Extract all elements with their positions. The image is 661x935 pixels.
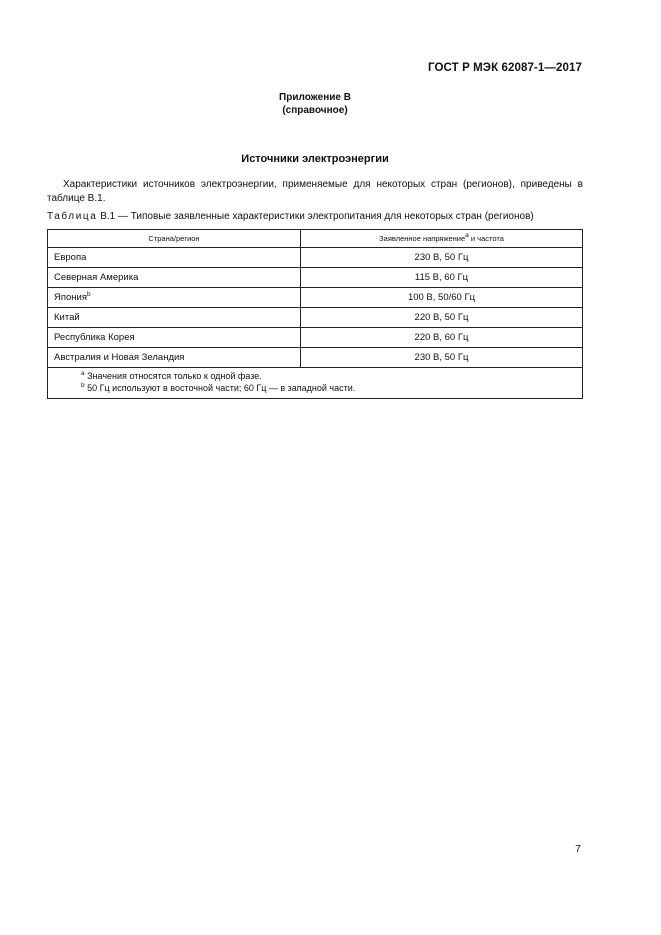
country-cell [48,328,301,348]
country-cell [48,248,301,268]
country-name: Северная Америка [54,272,139,283]
country-cell [48,268,301,288]
value-cell: 230 В, 50 Гц [301,248,583,268]
intro-paragraph: Характеристики источников электроэнергии, применяемые для некоторых стран (регионов), приведены в таблице В.1. [47,179,583,204]
country-name: Япония [54,292,87,303]
section-title: Источники электроэнергии [241,153,389,165]
table-row [48,288,583,308]
table-notes [48,368,583,399]
table-note [81,370,574,382]
table-row [48,248,583,268]
country-name: Республика Корея [54,332,135,343]
power-supply-table [47,229,583,399]
header-voltage-footnote-marker: а [465,232,469,239]
header-voltage-tail: и частота [468,234,504,243]
table-caption-prefix: Таблица [47,211,98,222]
table-caption-text: В.1 — Типовые заявленные характеристики электропитания для некоторых стран (регионов) [97,211,534,222]
table-row [48,268,583,288]
note-text: Значения относятся только к одной фазе. [84,371,262,381]
note-marker: b [81,382,85,389]
appendix-title: Приложение В [279,92,351,103]
country-cell [48,288,301,308]
table-caption [47,211,587,222]
table-row [48,308,583,328]
value-cell: 220 В, 60 Гц [301,328,583,348]
header-voltage-label: Заявленное напряжение [379,234,466,243]
value-cell: 220 В, 50 Гц [301,308,583,328]
country-name: Австралия и Новая Зеландия [54,352,185,363]
table-notes-row [48,368,583,399]
country-cell [48,308,301,328]
country-name: Европа [54,252,87,263]
country-cell [48,348,301,368]
value-cell: 230 В, 50 Гц [301,348,583,368]
page-number: 7 [575,843,581,855]
table-row [48,348,583,368]
standard-code: ГОСТ Р МЭК 62087-1—2017 [428,62,582,74]
country-footnote-marker: b [87,291,91,298]
value-cell: 100 В, 50/60 Гц [301,288,583,308]
country-name: Китай [54,312,80,323]
appendix-subtitle: (справочное) [282,105,348,116]
appendix-heading [0,91,630,117]
header-country: Страна/регион [48,230,301,248]
table-header-row [48,230,583,248]
note-text: 50 Гц используют в восточной части; 60 Гц — в западной части. [84,383,356,393]
table-note [81,382,574,394]
note-marker: а [81,370,85,377]
table-row [48,328,583,348]
value-cell: 115 В, 60 Гц [301,268,583,288]
header-voltage [301,230,583,248]
